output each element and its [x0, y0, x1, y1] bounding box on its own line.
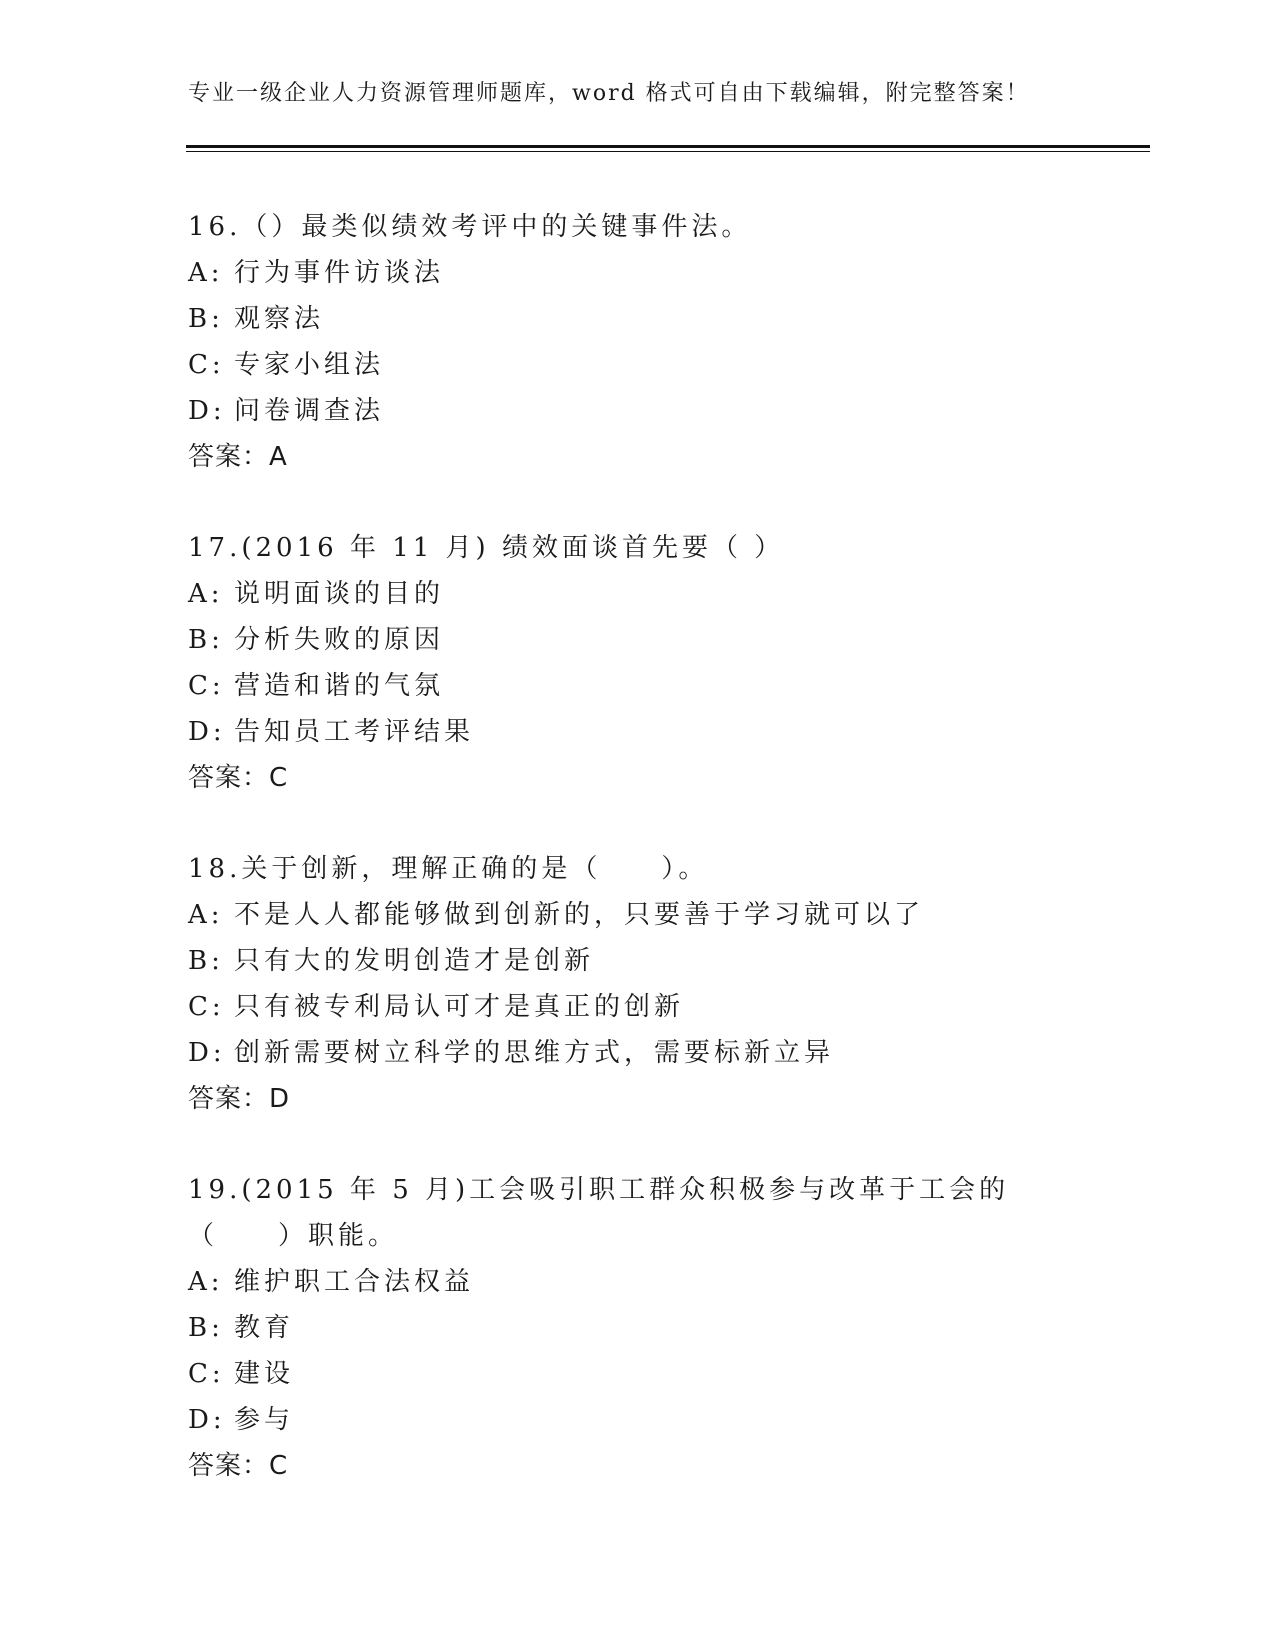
option-text: 教育 [234, 1313, 295, 1343]
option-text: 专家小组法 [234, 350, 385, 380]
question-list [188, 204, 1088, 1534]
option-letter: A: [188, 900, 224, 930]
question-stem: 18.关于创新，理解正确的是（ ）。 [188, 854, 709, 884]
option-b [188, 938, 1088, 984]
option-text: 只有被专利局认可才是真正的创新 [234, 992, 685, 1022]
option-a [188, 250, 1088, 296]
option-letter: B: [188, 304, 224, 334]
option-text: 告知员工考评结果 [234, 717, 475, 747]
option-b [188, 617, 1088, 663]
option-text: 行为事件访谈法 [234, 258, 445, 288]
option-letter: B: [188, 625, 224, 655]
option-letter: D: [188, 1038, 226, 1068]
option-d [188, 1030, 1088, 1076]
option-text: 说明面谈的目的 [234, 579, 445, 609]
question-stem: 16.（）最类似绩效考评中的关键事件法。 [188, 212, 752, 242]
option-text: 参与 [234, 1405, 295, 1435]
question-stem: 19.(2015 年 5 月)工会吸引职工群众积极参与改革于工会的（ ）职能。 [188, 1175, 1010, 1251]
question-18 [188, 846, 1088, 1122]
option-text: 维护职工合法权益 [234, 1267, 475, 1297]
option-b [188, 1305, 1088, 1351]
option-text: 建设 [234, 1359, 295, 1389]
option-letter: D: [188, 396, 226, 426]
option-letter: C: [188, 1359, 225, 1389]
answer-line: 答案：A [188, 442, 288, 472]
option-a [188, 1259, 1088, 1305]
option-text: 分析失败的原因 [234, 625, 445, 655]
option-c [188, 663, 1088, 709]
answer-line: 答案：D [188, 1084, 291, 1114]
option-letter: C: [188, 992, 225, 1022]
question-16 [188, 204, 1088, 480]
header-rule-thick [186, 145, 1150, 148]
option-letter: B: [188, 946, 224, 976]
question-17 [188, 525, 1088, 801]
option-c [188, 984, 1088, 1030]
question-stem: 17.(2016 年 11 月) 绩效面谈首先要（ ） [188, 533, 785, 563]
option-b [188, 296, 1088, 342]
option-text: 不是人人都能够做到创新的，只要善于学习就可以了 [234, 900, 925, 930]
page-header: 专业一级企业人力资源管理师题库，word 格式可自由下载编辑，附完整答案！ [188, 81, 1030, 106]
option-a [188, 892, 1088, 938]
option-text: 只有大的发明创造才是创新 [234, 946, 595, 976]
option-d [188, 388, 1088, 434]
option-letter: A: [188, 258, 224, 288]
option-text: 营造和谐的气氛 [234, 671, 445, 701]
option-letter: A: [188, 579, 224, 609]
option-letter: D: [188, 1405, 226, 1435]
answer-line: 答案：C [188, 763, 289, 793]
answer-line: 答案：C [188, 1451, 289, 1481]
option-c [188, 342, 1088, 388]
option-letter: B: [188, 1313, 224, 1343]
option-d [188, 1397, 1088, 1443]
option-d [188, 709, 1088, 755]
option-letter: C: [188, 671, 225, 701]
question-19 [188, 1167, 1088, 1489]
option-text: 创新需要树立科学的思维方式，需要标新立异 [234, 1038, 835, 1068]
option-letter: C: [188, 350, 225, 380]
header-rule-thin [186, 151, 1150, 152]
option-letter: A: [188, 1267, 224, 1297]
option-a [188, 571, 1088, 617]
option-letter: D: [188, 717, 226, 747]
option-text: 观察法 [234, 304, 325, 334]
option-c [188, 1351, 1088, 1397]
option-text: 问卷调查法 [234, 396, 385, 426]
